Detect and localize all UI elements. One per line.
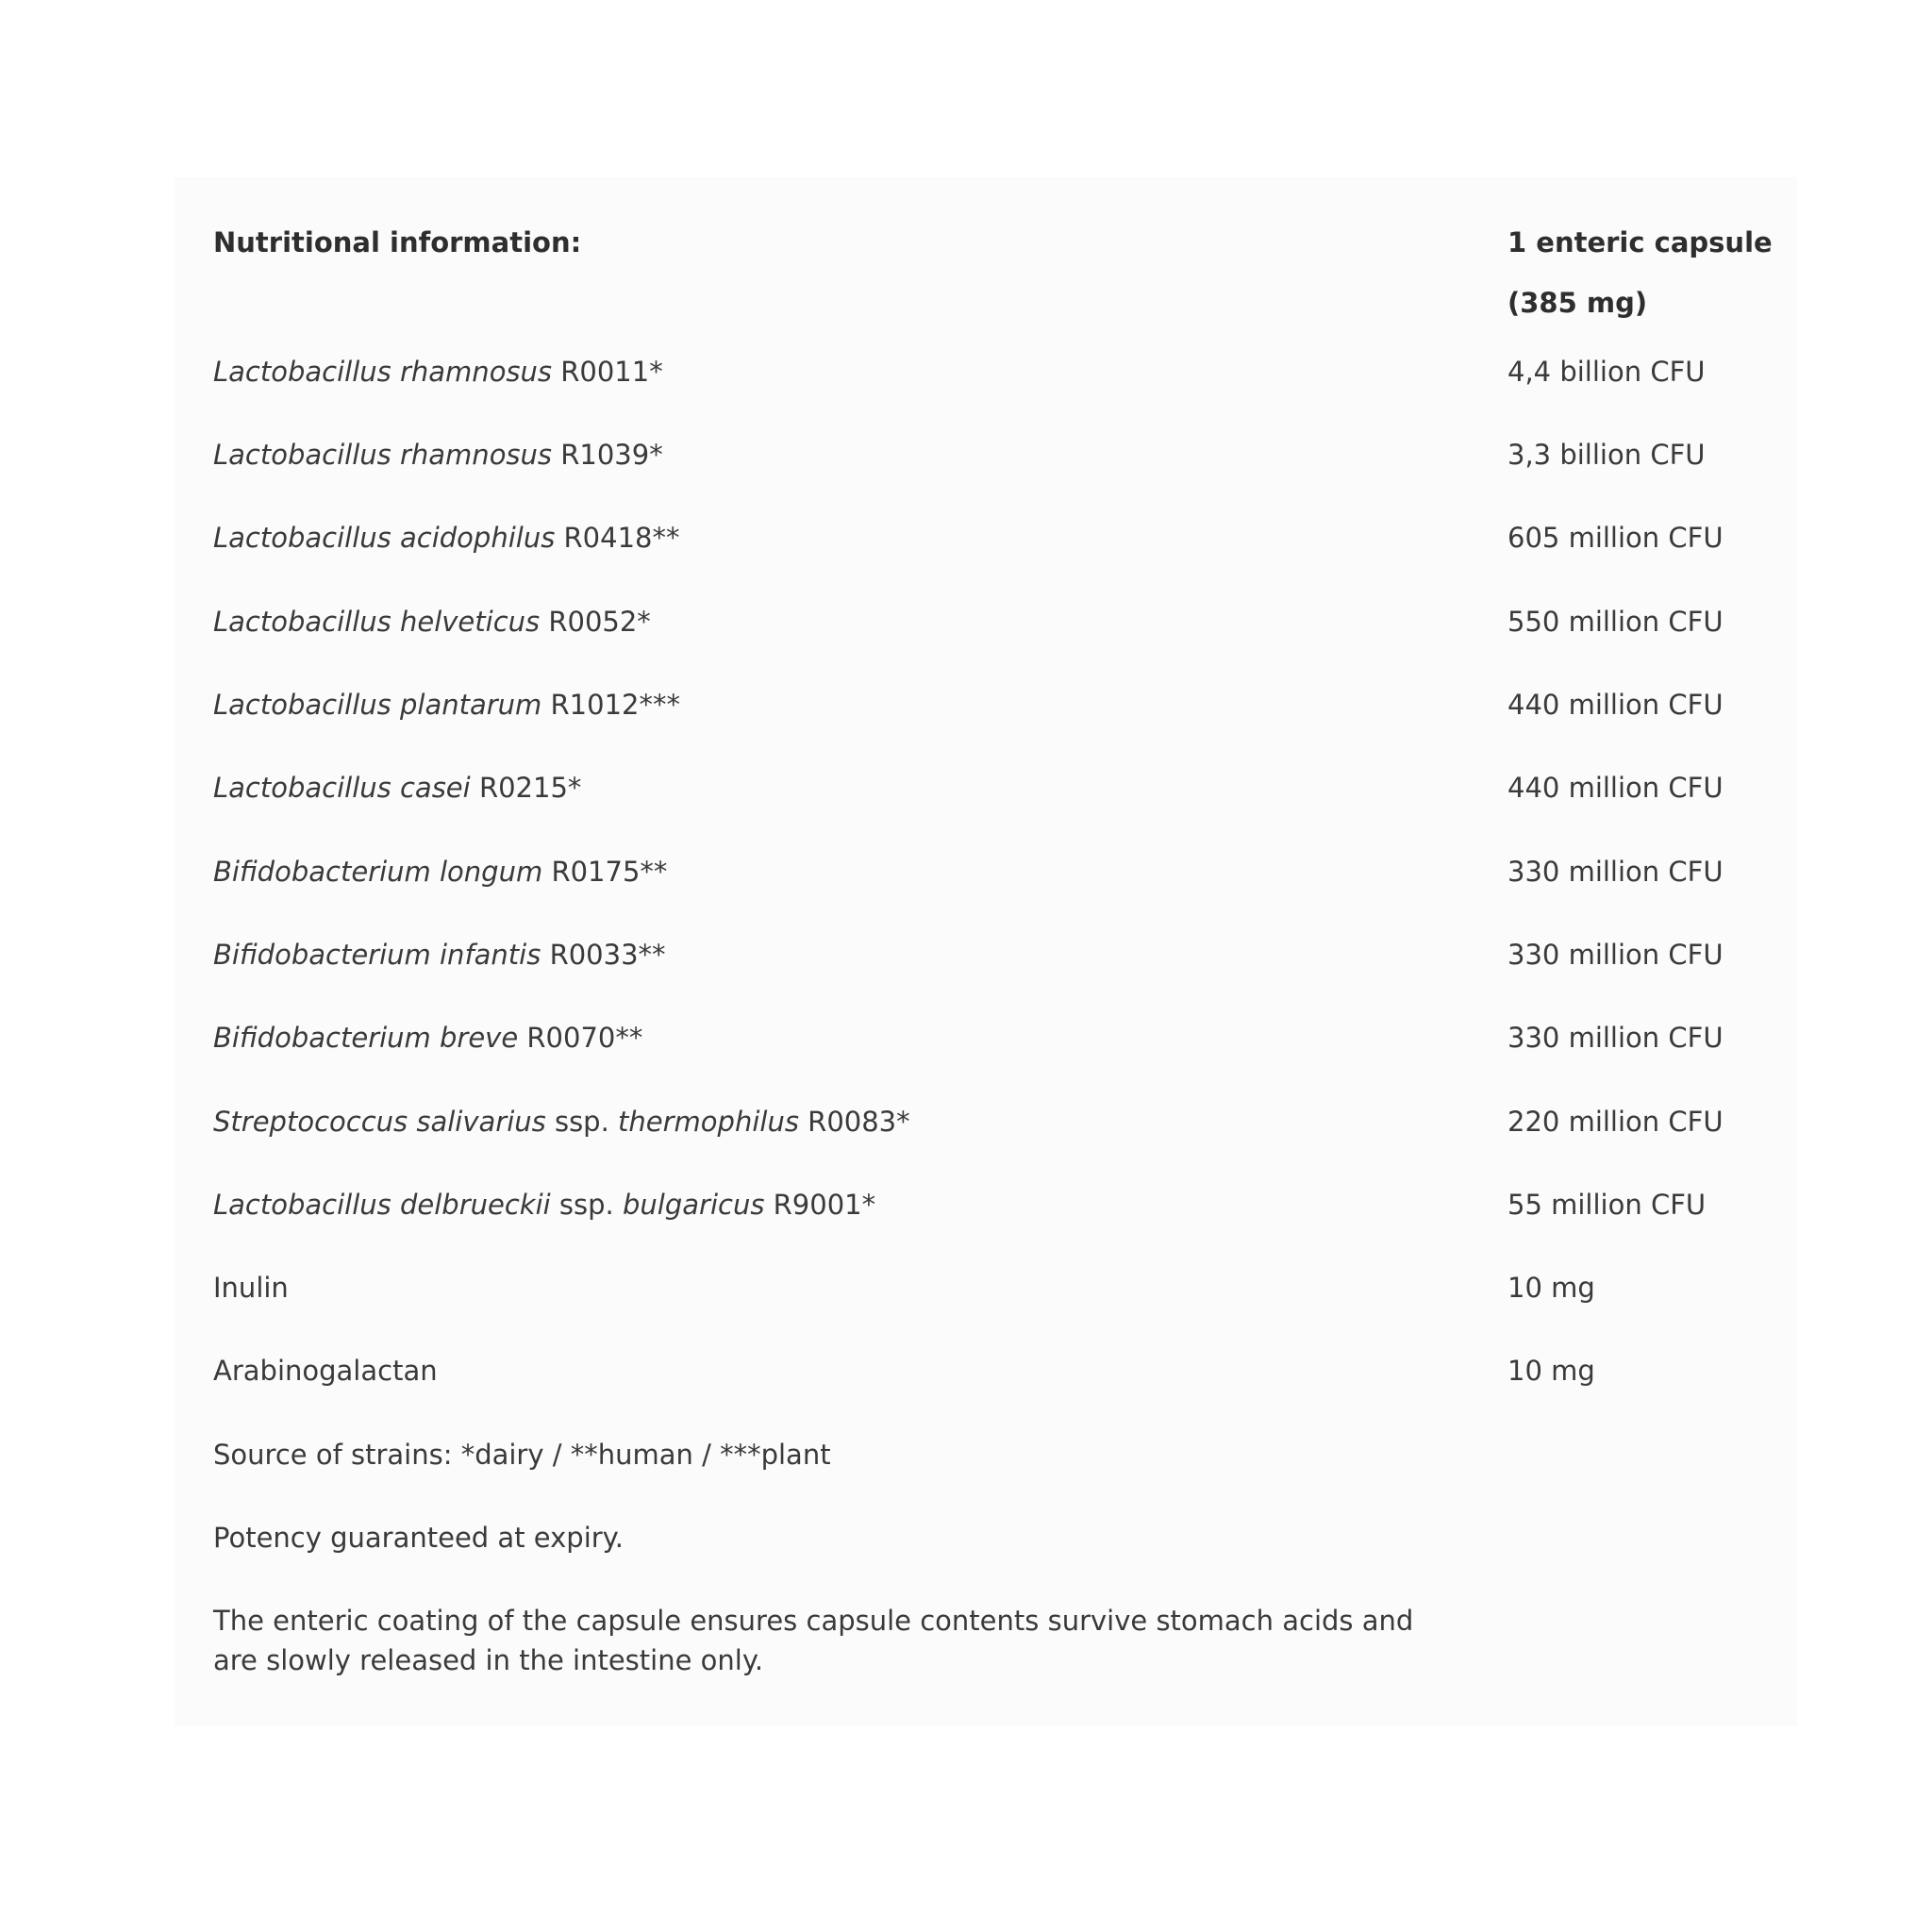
ingredient-amount: 550 million CFU [1507, 606, 1724, 638]
ingredient-name: Lactobacillus plantarum R1012*** [213, 689, 680, 721]
ingredient-amount: 220 million CFU [1507, 1106, 1724, 1138]
ingredient-name: Arabinogalactan [213, 1355, 438, 1387]
source-note: Source of strains: *dairy / **human / ***plant [213, 1439, 831, 1471]
ingredient-name: Lactobacillus delbrueckii ssp. bulgaricus R9001* [213, 1189, 876, 1221]
ingredient-amount: 440 million CFU [1507, 689, 1724, 721]
ingredient-amount: 3,3 billion CFU [1507, 439, 1706, 471]
ingredient-amount: 10 mg [1507, 1272, 1595, 1304]
ingredient-name: Bifidobacterium infantis R0033** [213, 939, 666, 971]
ingredient-name: Lactobacillus helveticus R0052* [213, 606, 651, 638]
serving-line-2: (385 mg) [1507, 287, 1648, 319]
ingredient-name: Bifidobacterium longum R0175** [213, 856, 668, 888]
ingredient-name: Lactobacillus casei R0215* [213, 772, 582, 804]
ingredient-amount: 440 million CFU [1507, 772, 1724, 804]
ingredient-amount: 4,4 billion CFU [1507, 356, 1706, 388]
ingredient-amount: 330 million CFU [1507, 939, 1724, 971]
coating-note: The enteric coating of the capsule ensures capsule contents survive stomach acids and are slowly released in the intestine only. [213, 1605, 1414, 1676]
ingredient-amount: 330 million CFU [1507, 856, 1724, 888]
ingredient-name: Lactobacillus rhamnosus R1039* [213, 439, 663, 471]
header-label: Nutritional information: [213, 226, 582, 258]
ingredient-amount: 605 million CFU [1507, 522, 1724, 554]
ingredient-name: Lactobacillus rhamnosus R0011* [213, 356, 663, 388]
ingredient-amount: 10 mg [1507, 1355, 1595, 1387]
ingredient-name: Lactobacillus acidophilus R0418** [213, 522, 680, 554]
ingredient-name: Inulin [213, 1272, 289, 1304]
ingredient-amount: 330 million CFU [1507, 1022, 1724, 1054]
ingredient-amount: 55 million CFU [1507, 1189, 1707, 1221]
nutrition-table [175, 177, 1797, 1726]
serving-line-1: 1 enteric capsule [1507, 226, 1773, 258]
ingredient-name: Streptococcus salivarius ssp. thermophilus R0083* [213, 1106, 910, 1138]
potency-note: Potency guaranteed at expiry. [213, 1522, 624, 1554]
serving-size [1507, 212, 1773, 333]
ingredient-name: Bifidobacterium breve R0070** [213, 1022, 643, 1054]
